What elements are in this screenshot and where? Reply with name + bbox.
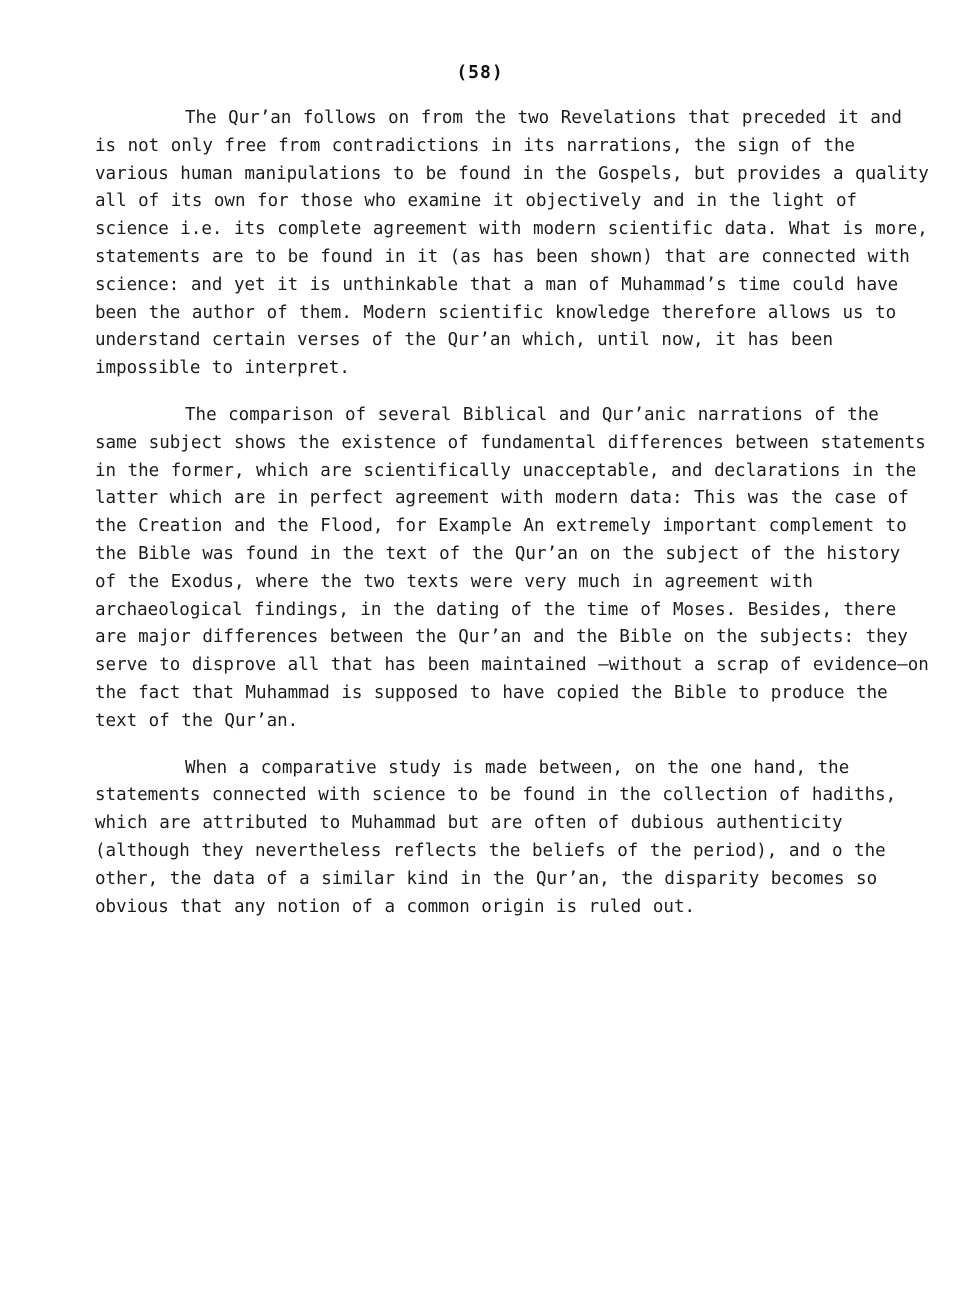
paragraph-2: The comparison of several Biblical and Qur’anic narrations of the same subject shows the existence of fundamental differences between statements in the former, which are scientifically unacceptable, and declarations in the latter which are in perfect agreement with modern data: This was the case of the Creation and the Flood, for Example An extremely important complement to the Bible was found in the text of the Qur’an on the subject of the history of the Exodus, where the two texts were very much in agreement with archaeological findings, in the dating of the time of Moses. Besides, there are major differences between the Qur’an and the Bible on the subjects: they serve to disprove all that has been maintained –without a scrap of evidence—on the fact that Muhammad is supposed to have copied the Bible to produce the text of the Qur’an. [95, 404, 929, 731]
paragraph-3: When a comparative study is made between, on the one hand, the statements connected with science to be found in the collection of hadiths, which are attributed to Muhammad but are often of dubious authenticity (although they nevertheless reflects the beliefs of the period), and o the other, the data of a similar kind in the Qur’an, the disparity becomes so obvious that any notion of a common origin is ruled out. [95, 757, 897, 917]
page-number: (58) [456, 62, 504, 83]
paragraph-1: The Qur’an follows on from the two Revelations that preceded it and is not only free from contradictions in its narrations, the sign of the various human manipulations to be found in the Gospels, but provides a quality all of its own for those who examine it objectively and in the light of science i.e. its complete agreement with modern scientific data. What is more, statements are to be found in it (as has been shown) that are connected with science: and yet it is unthinkable that a man of Muhammad’s time could have been the author of them. Modern scientific knowledge therefore allows us to understand certain verses of the Qur’an which, until now, it has been impossible to interpret. [95, 108, 929, 379]
page-body [95, 105, 932, 921]
